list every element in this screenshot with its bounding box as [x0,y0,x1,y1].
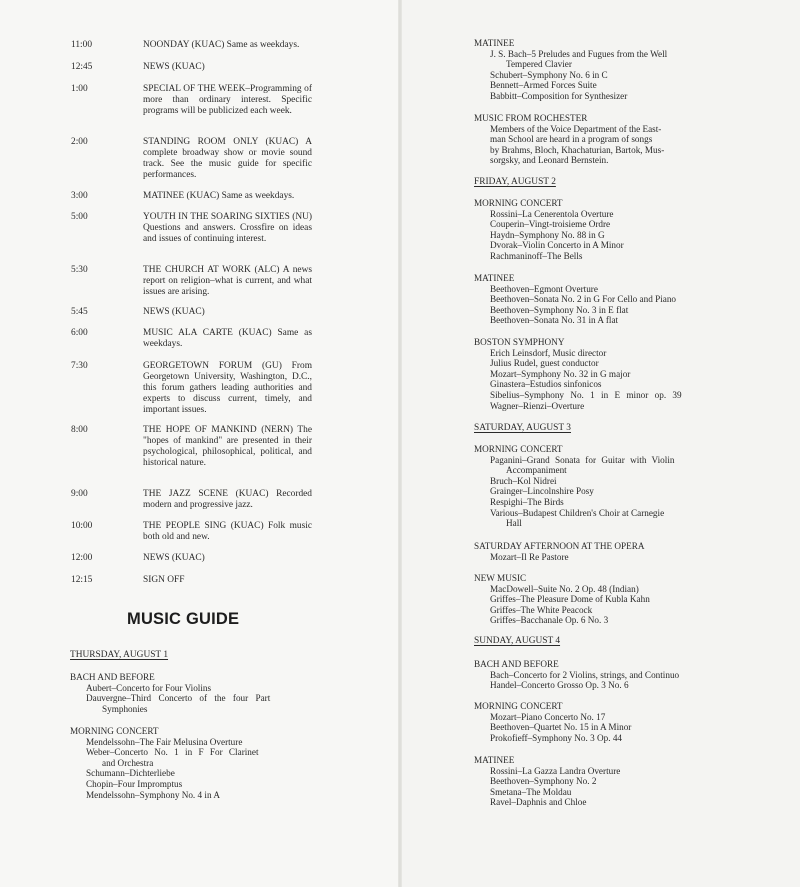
program-piece: Bruch–Kol Nidrei [490,475,557,486]
program-piece: Dauvergne–Third Concerto of the four Part [86,693,271,704]
program-piece-continued: Symphonies [102,703,148,714]
schedule-time: 10:00 [71,521,93,531]
program-title: MORNING CONCERT [70,726,159,736]
program-piece: Dvorak–Violin Concerto in A Minor [490,240,624,251]
program-piece: Chopin–Four Impromptus [86,778,183,789]
program-piece: Griffes–Bacchanale Op. 6 No. 3 [490,615,609,626]
program-piece: Schumann–Dichterliebe [86,768,175,779]
day-heading-friday: FRIDAY, AUGUST 2 [474,177,556,187]
program-title: NEW MUSIC [474,573,527,583]
program-piece: Ravel–Daphnis and Chloe [490,797,587,808]
program-piece: Beethoven–Symphony No. 3 in E flat [490,304,629,315]
program-piece-continued: Tempered Clavier [506,59,572,70]
program-piece: Schubert–Symphony No. 6 in C [490,69,608,80]
program-piece: Bach–Concerto for 2 Violins, strings, and Continuo [490,669,680,680]
program-piece-continued: Accompaniment [506,465,567,476]
program-piece: Wagner–Rienzi–Overture [490,400,585,411]
schedule-description: NEWS (KUAC) [143,307,205,317]
program-piece: Bennett–Armed Forces Suite [490,80,597,91]
program-piece: MacDowell–Suite No. 2 Op. 48 (Indian) [490,583,639,594]
day-heading-thursday: THURSDAY, AUGUST 1 [70,650,169,660]
program-piece: Rossini–La Gazza Landra Overture [490,765,621,776]
schedule-description: YOUTH IN THE SOARING SIXTIES (NU) Questions and answers. Crossfire on ideas and issues of continuing interest. [143,212,312,244]
schedule-description: SPECIAL OF THE WEEK–Programming of more than ordinary interest. Specific programs will be publicized each week. [143,84,312,116]
program-piece: J. S. Bach–5 Preludes and Fugues from the Well [490,48,668,59]
program-text-line: by Brahms, Bloch, Khachaturian, Bartok, Mus- [490,144,665,155]
program-title: MATINEE [474,273,515,283]
schedule-description: THE HOPE OF MANKIND (NERN) The "hopes of mankind" are presented in their psychological, philosophical, political, and historical nature. [143,425,312,468]
program-title: MATINEE [474,755,515,765]
schedule-time: 2:00 [71,137,88,147]
left-page [0,0,398,887]
schedule-description: NOONDAY (KUAC) Same as weekdays. [143,40,300,50]
program-piece: Griffes–The White Peacock [490,604,593,615]
schedule-description: THE CHURCH AT WORK (ALC) A news report on religion–what is current, and what issues are arising. [143,265,312,297]
schedule-time: 5:45 [71,307,88,317]
program-piece-continued: and Orchestra [102,757,154,768]
schedule-description: SIGN OFF [143,575,185,585]
program-title: MORNING CONCERT [474,701,563,711]
program-text-line: Erich Leinsdorf, Music director [490,347,607,358]
schedule-description: MATINEE (KUAC) Same as weekdays. [143,191,295,201]
program-piece: Prokofieff–Symphony No. 3 Op. 44 [490,732,623,743]
program-title: SATURDAY AFTERNOON AT THE OPERA [474,541,645,551]
music-guide-title: MUSIC GUIDE [127,610,240,628]
program-piece: Griffes–The Pleasure Dome of Kubla Kahn [490,594,650,605]
program-piece: Ginastera–Estudios sinfonicos [490,379,602,390]
program-piece-continued: Hall [506,518,522,529]
program-piece: Paganini–Grand Sonata for Guitar with Violin [490,454,675,465]
program-piece: Mozart–Symphony No. 32 in G major [490,368,631,379]
program-piece: Couperin–Vingt-troisieme Ordre [490,219,611,230]
program-piece: Beethoven–Egmont Overture [490,283,598,294]
program-piece: Rachmaninoff–The Bells [490,250,583,261]
day-heading-saturday: SATURDAY, AUGUST 3 [474,423,571,433]
schedule-description: NEWS (KUAC) [143,553,205,563]
program-piece: Mozart–Piano Concerto No. 17 [490,711,606,722]
program-music-from-rochester [474,113,794,166]
schedule-description: STANDING ROOM ONLY (KUAC) A complete broadway show or movie sound track. See the music guide for specific performances. [143,137,312,180]
program-piece: Grainger–Lincolnshire Posy [490,486,594,497]
program-text-line: Members of the Voice Department of the East- [490,123,662,134]
program-piece: Smetana–The Moldau [490,786,572,797]
schedule-time: 1:00 [71,84,88,94]
program-matinee [474,38,794,102]
schedule-time: 8:00 [71,425,88,435]
program-title: MUSIC FROM ROCHESTER [474,113,588,123]
schedule-time: 12:15 [71,575,93,585]
program-morning-concert [474,198,794,262]
program-piece: Mendelssohn–The Fair Melusina Overture [86,736,243,747]
program-piece: Various–Budapest Children's Choir at Carnegie [490,507,665,518]
schedule-time: 5:00 [71,212,88,222]
program-piece: Beethoven–Quartet No. 15 in A Minor [490,722,632,733]
program-text-line: man School are heard in a program of songs [490,134,653,145]
program-matinee [474,273,794,326]
program-bach-and-before [474,659,794,691]
program-piece: Beethoven–Sonata No. 31 in A flat [490,315,619,326]
program-text-line: Julius Rudel, guest conductor [490,358,599,369]
program-title: BACH AND BEFORE [70,672,155,682]
program-bach-and-before [70,672,310,714]
schedule-time: 12:00 [71,553,93,563]
program-text-line: sorgsky, and Leonard Bernstein. [490,155,609,166]
program-piece: Haydn–Symphony No. 88 in G [490,229,605,240]
program-piece: Handel–Concerto Grosso Op. 3 No. 6 [490,680,629,691]
schedule-time: 6:00 [71,328,88,338]
schedule-description: MUSIC ALA CARTE (KUAC) Same as weekdays. [143,328,312,349]
schedule-description: THE JAZZ SCENE (KUAC) Recorded modern and progressive jazz. [143,489,312,510]
program-piece: Weber–Concerto No. 1 in F For Clarinet [86,747,259,758]
schedule-time: 11:00 [71,40,93,50]
program-title: MATINEE [474,38,515,48]
program-new-music [474,573,794,626]
program-piece: Rossini–La Cenerentola Overture [490,208,614,219]
program-piece: Respighi–The Birds [490,496,564,507]
program-title: MORNING CONCERT [474,444,563,454]
program-piece: Beethoven–Sonata No. 2 in G For Cello and Piano [490,294,677,305]
program-piece: Beethoven–Symphony No. 2 [490,776,597,787]
program-piece: Sibelius–Symphony No. 1 in E minor op. 39 [490,389,682,400]
schedule-time: 5:30 [71,265,88,275]
program-piece: Aubert–Concerto for Four Violins [86,682,212,693]
program-piece: Mozart–Il Re Pastore [490,551,569,562]
program-title: MORNING CONCERT [474,198,563,208]
program-saturday-afternoon-opera [474,541,794,562]
program-piece: Babbitt–Composition for Synthesizer [490,90,628,101]
program-morning-concert [70,726,320,800]
schedule-time: 9:00 [71,489,88,499]
program-piece: Mendelssohn–Symphony No. 4 in A [86,789,220,800]
program-morning-concert [474,444,794,529]
schedule-time: 12:45 [71,62,93,72]
schedule-time: 3:00 [71,191,88,201]
program-title: BACH AND BEFORE [474,659,559,669]
schedule-description: THE PEOPLE SING (KUAC) Folk music both old and new. [143,521,312,542]
day-heading-sunday: SUNDAY, AUGUST 4 [474,636,561,646]
schedule-time: 7:30 [71,361,88,371]
right-page [402,0,800,887]
schedule-description: GEORGETOWN FORUM (GU) From Georgetown University, Washington, D.C., this forum gathers leading authorities and experts to discuss current, timely, and important issues. [143,361,312,415]
program-matinee [474,755,794,808]
program-boston-symphony [474,337,794,411]
program-title: BOSTON SYMPHONY [474,337,565,347]
schedule-description: NEWS (KUAC) [143,62,205,72]
program-morning-concert [474,701,794,743]
